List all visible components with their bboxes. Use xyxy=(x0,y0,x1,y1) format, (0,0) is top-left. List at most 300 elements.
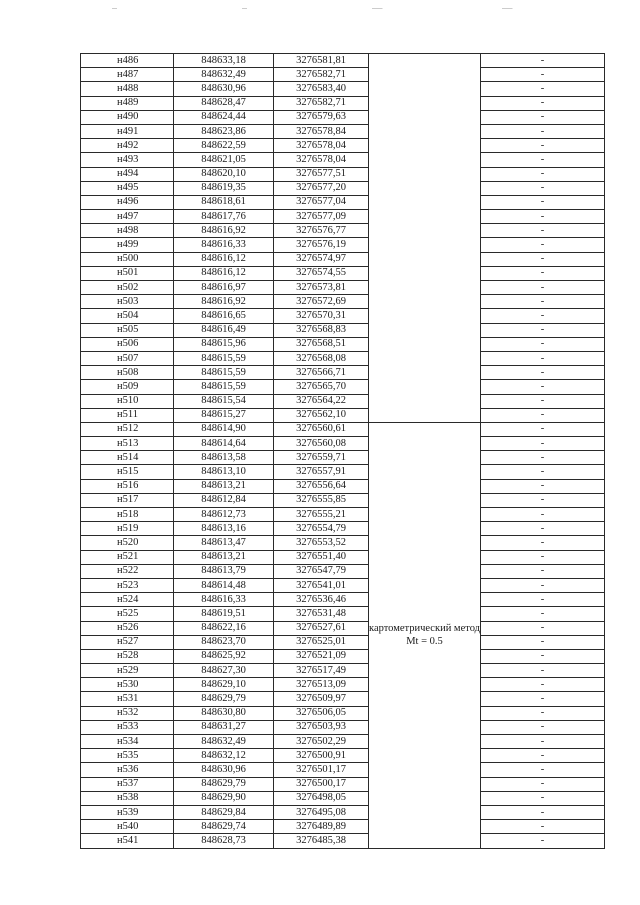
point-id-cell: н505 xyxy=(81,323,174,337)
point-id-cell: н515 xyxy=(81,465,174,479)
y-coordinate-cell: 3276576,19 xyxy=(274,238,369,252)
point-id-cell: н526 xyxy=(81,621,174,635)
y-coordinate-cell: 3276554,79 xyxy=(274,522,369,536)
point-id-cell: н497 xyxy=(81,210,174,224)
x-coordinate-cell: 848615,59 xyxy=(174,366,274,380)
table-row xyxy=(81,380,605,394)
point-id-cell: н531 xyxy=(81,692,174,706)
y-coordinate-cell: 3276556,64 xyxy=(274,479,369,493)
x-coordinate-cell: 848628,47 xyxy=(174,96,274,110)
method-empty-cell xyxy=(369,181,481,195)
y-coordinate-cell: 3276500,91 xyxy=(274,749,369,763)
x-coordinate-cell: 848621,05 xyxy=(174,153,274,167)
method-empty-cell xyxy=(369,408,481,422)
point-id-cell: н504 xyxy=(81,309,174,323)
dash-cell: - xyxy=(481,394,605,408)
point-id-cell: н500 xyxy=(81,252,174,266)
table-row xyxy=(81,550,605,564)
dash-cell: - xyxy=(481,295,605,309)
dash-cell: - xyxy=(481,124,605,138)
x-coordinate-cell: 848619,35 xyxy=(174,181,274,195)
point-id-cell: н502 xyxy=(81,281,174,295)
point-id-cell: н541 xyxy=(81,834,174,848)
y-coordinate-cell: 3276576,77 xyxy=(274,224,369,238)
dash-cell: - xyxy=(481,593,605,607)
point-id-cell: н506 xyxy=(81,337,174,351)
table-row xyxy=(81,252,605,266)
table-row xyxy=(81,54,605,68)
y-coordinate-cell: 3276521,09 xyxy=(274,649,369,663)
method-empty-cell xyxy=(369,678,481,692)
method-empty-cell xyxy=(369,763,481,777)
method-empty-cell xyxy=(369,692,481,706)
table-row xyxy=(81,791,605,805)
x-coordinate-cell: 848615,59 xyxy=(174,351,274,365)
point-id-cell: н532 xyxy=(81,706,174,720)
method-empty-cell xyxy=(369,366,481,380)
x-coordinate-cell: 848620,10 xyxy=(174,167,274,181)
method-empty-cell xyxy=(369,536,481,550)
table-row xyxy=(81,749,605,763)
dash-cell: - xyxy=(481,820,605,834)
x-coordinate-cell: 848613,79 xyxy=(174,564,274,578)
y-coordinate-cell: 3276551,40 xyxy=(274,550,369,564)
y-coordinate-cell: 3276570,31 xyxy=(274,309,369,323)
x-coordinate-cell: 848617,76 xyxy=(174,210,274,224)
y-coordinate-cell: 3276531,48 xyxy=(274,607,369,621)
method-empty-cell xyxy=(369,309,481,323)
x-coordinate-cell: 848613,58 xyxy=(174,451,274,465)
point-id-cell: н496 xyxy=(81,195,174,209)
x-coordinate-cell: 848615,54 xyxy=(174,394,274,408)
method-empty-cell xyxy=(369,749,481,763)
y-coordinate-cell: 3276568,51 xyxy=(274,337,369,351)
method-empty-cell xyxy=(369,82,481,96)
y-coordinate-cell: 3276489,89 xyxy=(274,820,369,834)
method-empty-cell xyxy=(369,649,481,663)
point-id-cell: н488 xyxy=(81,82,174,96)
point-id-cell: н518 xyxy=(81,508,174,522)
y-coordinate-cell: 3276577,04 xyxy=(274,195,369,209)
method-empty-cell xyxy=(369,479,481,493)
dash-cell: - xyxy=(481,408,605,422)
table-row xyxy=(81,678,605,692)
dash-cell: - xyxy=(481,522,605,536)
y-coordinate-cell: 3276495,08 xyxy=(274,805,369,819)
x-coordinate-cell: 848616,97 xyxy=(174,281,274,295)
y-coordinate-cell: 3276506,05 xyxy=(274,706,369,720)
table-row xyxy=(81,408,605,422)
dash-cell: - xyxy=(481,706,605,720)
x-coordinate-cell: 848613,47 xyxy=(174,536,274,550)
y-coordinate-cell: 3276577,09 xyxy=(274,210,369,224)
dash-cell: - xyxy=(481,68,605,82)
point-id-cell: н523 xyxy=(81,578,174,592)
dash-cell: - xyxy=(481,649,605,663)
dash-cell: - xyxy=(481,465,605,479)
table-row xyxy=(81,578,605,592)
method-empty-cell xyxy=(369,820,481,834)
dash-cell: - xyxy=(481,607,605,621)
x-coordinate-cell: 848632,49 xyxy=(174,735,274,749)
table-row xyxy=(81,621,605,635)
method-empty-cell xyxy=(369,720,481,734)
y-coordinate-cell: 3276565,70 xyxy=(274,380,369,394)
table-row xyxy=(81,139,605,153)
point-id-cell: н492 xyxy=(81,139,174,153)
dash-cell: - xyxy=(481,181,605,195)
method-empty-cell xyxy=(369,323,481,337)
table-row xyxy=(81,337,605,351)
dash-cell: - xyxy=(481,508,605,522)
dash-cell: - xyxy=(481,238,605,252)
table-row xyxy=(81,763,605,777)
dash-cell: - xyxy=(481,749,605,763)
dash-cell: - xyxy=(481,139,605,153)
table-row xyxy=(81,394,605,408)
x-coordinate-cell: 848614,90 xyxy=(174,422,274,436)
method-empty-cell xyxy=(369,394,481,408)
table-row xyxy=(81,508,605,522)
point-id-cell: н495 xyxy=(81,181,174,195)
method-empty-cell xyxy=(369,834,481,848)
point-id-cell: н491 xyxy=(81,124,174,138)
x-coordinate-cell: 848616,33 xyxy=(174,593,274,607)
x-coordinate-cell: 848622,59 xyxy=(174,139,274,153)
method-empty-cell xyxy=(369,664,481,678)
y-coordinate-cell: 3276582,71 xyxy=(274,96,369,110)
table-row xyxy=(81,735,605,749)
point-id-cell: н490 xyxy=(81,110,174,124)
point-id-cell: н528 xyxy=(81,649,174,663)
y-coordinate-cell: 3276547,79 xyxy=(274,564,369,578)
dash-cell: - xyxy=(481,621,605,635)
point-id-cell: н530 xyxy=(81,678,174,692)
table-row xyxy=(81,323,605,337)
table-row xyxy=(81,110,605,124)
point-id-cell: н513 xyxy=(81,437,174,451)
x-coordinate-cell: 848622,16 xyxy=(174,621,274,635)
x-coordinate-cell: 848616,92 xyxy=(174,224,274,238)
y-coordinate-cell: 3276541,01 xyxy=(274,578,369,592)
method-empty-cell xyxy=(369,451,481,465)
method-empty-cell xyxy=(369,153,481,167)
method-empty-cell xyxy=(369,337,481,351)
method-empty-cell xyxy=(369,238,481,252)
method-empty-cell xyxy=(369,422,481,436)
point-id-cell: н529 xyxy=(81,664,174,678)
y-coordinate-cell: 3276553,52 xyxy=(274,536,369,550)
table-row xyxy=(81,82,605,96)
method-empty-cell xyxy=(369,351,481,365)
method-empty-cell xyxy=(369,791,481,805)
table-row xyxy=(81,96,605,110)
y-coordinate-cell: 3276560,08 xyxy=(274,437,369,451)
table-row xyxy=(81,153,605,167)
table-row xyxy=(81,124,605,138)
point-id-cell: н508 xyxy=(81,366,174,380)
point-id-cell: н494 xyxy=(81,167,174,181)
x-coordinate-cell: 848629,74 xyxy=(174,820,274,834)
method-empty-cell xyxy=(369,493,481,507)
y-coordinate-cell: 3276579,63 xyxy=(274,110,369,124)
method-empty-cell xyxy=(369,224,481,238)
dash-cell: - xyxy=(481,451,605,465)
method-empty-cell xyxy=(369,295,481,309)
table-row xyxy=(81,536,605,550)
y-coordinate-cell: 3276555,21 xyxy=(274,508,369,522)
point-id-cell: н499 xyxy=(81,238,174,252)
dash-cell: - xyxy=(481,536,605,550)
point-id-cell: н501 xyxy=(81,266,174,280)
dash-cell: - xyxy=(481,550,605,564)
method-empty-cell xyxy=(369,777,481,791)
x-coordinate-cell: 848632,12 xyxy=(174,749,274,763)
point-id-cell: н536 xyxy=(81,763,174,777)
point-id-cell: н522 xyxy=(81,564,174,578)
method-label: картометрический метод xyxy=(369,623,480,635)
y-coordinate-cell: 3276578,04 xyxy=(274,153,369,167)
y-coordinate-cell: 3276572,69 xyxy=(274,295,369,309)
y-coordinate-cell: 3276513,09 xyxy=(274,678,369,692)
dash-cell: - xyxy=(481,366,605,380)
x-coordinate-cell: 848614,64 xyxy=(174,437,274,451)
method-empty-cell xyxy=(369,195,481,209)
point-id-cell: н511 xyxy=(81,408,174,422)
dash-cell: - xyxy=(481,791,605,805)
table-row xyxy=(81,649,605,663)
y-coordinate-cell: 3276573,81 xyxy=(274,281,369,295)
point-id-cell: н525 xyxy=(81,607,174,621)
y-coordinate-cell: 3276560,61 xyxy=(274,422,369,436)
method-empty-cell xyxy=(369,593,481,607)
method-empty-cell xyxy=(369,522,481,536)
table-row xyxy=(81,295,605,309)
table-row xyxy=(81,777,605,791)
table-row xyxy=(81,437,605,451)
point-id-cell: н516 xyxy=(81,479,174,493)
table-row xyxy=(81,820,605,834)
dash-cell: - xyxy=(481,210,605,224)
point-id-cell: н538 xyxy=(81,791,174,805)
x-coordinate-cell: 848616,33 xyxy=(174,238,274,252)
dash-cell: - xyxy=(481,82,605,96)
x-coordinate-cell: 848612,84 xyxy=(174,493,274,507)
dash-cell: - xyxy=(481,281,605,295)
y-coordinate-cell: 3276503,93 xyxy=(274,720,369,734)
x-coordinate-cell: 848632,49 xyxy=(174,68,274,82)
x-coordinate-cell: 848623,86 xyxy=(174,124,274,138)
table-row xyxy=(81,422,605,436)
dash-cell: - xyxy=(481,351,605,365)
y-coordinate-cell: 3276536,46 xyxy=(274,593,369,607)
dash-cell: - xyxy=(481,195,605,209)
table-row xyxy=(81,805,605,819)
y-coordinate-cell: 3276583,40 xyxy=(274,82,369,96)
dash-cell: - xyxy=(481,422,605,436)
dash-cell: - xyxy=(481,437,605,451)
y-coordinate-cell: 3276559,71 xyxy=(274,451,369,465)
method-empty-cell xyxy=(369,54,481,68)
point-id-cell: н509 xyxy=(81,380,174,394)
dash-cell: - xyxy=(481,777,605,791)
y-coordinate-cell: 3276564,22 xyxy=(274,394,369,408)
x-coordinate-cell: 848612,73 xyxy=(174,508,274,522)
x-coordinate-cell: 848627,30 xyxy=(174,664,274,678)
x-coordinate-cell: 848613,21 xyxy=(174,550,274,564)
point-id-cell: н507 xyxy=(81,351,174,365)
x-coordinate-cell: 848629,10 xyxy=(174,678,274,692)
table-row xyxy=(81,195,605,209)
method-empty-cell xyxy=(369,735,481,749)
dash-cell: - xyxy=(481,54,605,68)
method-empty-cell xyxy=(369,607,481,621)
table-row xyxy=(81,834,605,848)
dash-cell: - xyxy=(481,692,605,706)
y-coordinate-cell: 3276500,17 xyxy=(274,777,369,791)
table-row xyxy=(81,706,605,720)
point-id-cell: н527 xyxy=(81,635,174,649)
y-coordinate-cell: 3276582,71 xyxy=(274,68,369,82)
table-row xyxy=(81,181,605,195)
point-id-cell: н486 xyxy=(81,54,174,68)
y-coordinate-cell: 3276574,55 xyxy=(274,266,369,280)
x-coordinate-cell: 848618,61 xyxy=(174,195,274,209)
table-row xyxy=(81,281,605,295)
method-empty-cell xyxy=(369,578,481,592)
table-row xyxy=(81,607,605,621)
x-coordinate-cell: 848613,10 xyxy=(174,465,274,479)
x-coordinate-cell: 848630,80 xyxy=(174,706,274,720)
point-id-cell: н519 xyxy=(81,522,174,536)
y-coordinate-cell: 3276578,04 xyxy=(274,139,369,153)
point-id-cell: н533 xyxy=(81,720,174,734)
x-coordinate-cell: 848616,12 xyxy=(174,252,274,266)
table-row xyxy=(81,635,605,649)
method-empty-cell xyxy=(369,437,481,451)
table-row xyxy=(81,366,605,380)
y-coordinate-cell: 3276568,83 xyxy=(274,323,369,337)
point-id-cell: н537 xyxy=(81,777,174,791)
dash-cell: - xyxy=(481,735,605,749)
x-coordinate-cell: 848616,12 xyxy=(174,266,274,280)
coordinates-table-body xyxy=(81,54,605,849)
method-cell xyxy=(369,621,481,649)
dash-cell: - xyxy=(481,578,605,592)
dash-cell: - xyxy=(481,337,605,351)
dash-cell: - xyxy=(481,252,605,266)
y-coordinate-cell: 3276566,71 xyxy=(274,366,369,380)
x-coordinate-cell: 848630,96 xyxy=(174,82,274,96)
dash-cell: - xyxy=(481,224,605,238)
method-empty-cell xyxy=(369,465,481,479)
x-coordinate-cell: 848630,96 xyxy=(174,763,274,777)
method-empty-cell xyxy=(369,68,481,82)
dash-cell: - xyxy=(481,479,605,493)
point-id-cell: н520 xyxy=(81,536,174,550)
table-row xyxy=(81,167,605,181)
table-row xyxy=(81,564,605,578)
point-id-cell: н489 xyxy=(81,96,174,110)
method-empty-cell xyxy=(369,139,481,153)
x-coordinate-cell: 848631,27 xyxy=(174,720,274,734)
dash-cell: - xyxy=(481,763,605,777)
x-coordinate-cell: 848616,49 xyxy=(174,323,274,337)
x-coordinate-cell: 848615,27 xyxy=(174,408,274,422)
y-coordinate-cell: 3276577,51 xyxy=(274,167,369,181)
point-id-cell: н510 xyxy=(81,394,174,408)
y-coordinate-cell: 3276485,38 xyxy=(274,834,369,848)
x-coordinate-cell: 848629,90 xyxy=(174,791,274,805)
y-coordinate-cell: 3276577,20 xyxy=(274,181,369,195)
x-coordinate-cell: 848613,16 xyxy=(174,522,274,536)
method-empty-cell xyxy=(369,706,481,720)
y-coordinate-cell: 3276555,85 xyxy=(274,493,369,507)
method-empty-cell xyxy=(369,96,481,110)
point-id-cell: н535 xyxy=(81,749,174,763)
x-coordinate-cell: 848615,96 xyxy=(174,337,274,351)
method-empty-cell xyxy=(369,266,481,280)
table-row xyxy=(81,479,605,493)
method-empty-cell xyxy=(369,281,481,295)
y-coordinate-cell: 3276562,10 xyxy=(274,408,369,422)
table-row xyxy=(81,266,605,280)
dash-cell: - xyxy=(481,96,605,110)
table-row xyxy=(81,68,605,82)
y-coordinate-cell: 3276578,84 xyxy=(274,124,369,138)
y-coordinate-cell: 3276502,29 xyxy=(274,735,369,749)
table-row xyxy=(81,451,605,465)
dash-cell: - xyxy=(481,664,605,678)
method-empty-cell xyxy=(369,550,481,564)
x-coordinate-cell: 848629,79 xyxy=(174,777,274,791)
point-id-cell: н503 xyxy=(81,295,174,309)
dash-cell: - xyxy=(481,720,605,734)
y-coordinate-cell: 3276498,05 xyxy=(274,791,369,805)
point-id-cell: н514 xyxy=(81,451,174,465)
dash-cell: - xyxy=(481,266,605,280)
point-id-cell: н512 xyxy=(81,422,174,436)
point-id-cell: н498 xyxy=(81,224,174,238)
table-row xyxy=(81,493,605,507)
table-row xyxy=(81,720,605,734)
dash-cell: - xyxy=(481,323,605,337)
x-coordinate-cell: 848619,51 xyxy=(174,607,274,621)
point-id-cell: н524 xyxy=(81,593,174,607)
x-coordinate-cell: 848633,18 xyxy=(174,54,274,68)
x-coordinate-cell: 848615,59 xyxy=(174,380,274,394)
x-coordinate-cell: 848629,79 xyxy=(174,692,274,706)
table-row xyxy=(81,210,605,224)
point-id-cell: н517 xyxy=(81,493,174,507)
x-coordinate-cell: 848616,65 xyxy=(174,309,274,323)
point-id-cell: н521 xyxy=(81,550,174,564)
dash-cell: - xyxy=(481,834,605,848)
point-id-cell: н539 xyxy=(81,805,174,819)
method-empty-cell xyxy=(369,210,481,224)
method-empty-cell xyxy=(369,805,481,819)
table-row xyxy=(81,238,605,252)
x-coordinate-cell: 848625,92 xyxy=(174,649,274,663)
method-empty-cell xyxy=(369,167,481,181)
x-coordinate-cell: 848614,48 xyxy=(174,578,274,592)
y-coordinate-cell: 3276581,81 xyxy=(274,54,369,68)
table-row xyxy=(81,309,605,323)
scan-artifact xyxy=(60,8,580,9)
coordinates-table xyxy=(80,53,605,849)
table-row xyxy=(81,465,605,479)
y-coordinate-cell: 3276517,49 xyxy=(274,664,369,678)
